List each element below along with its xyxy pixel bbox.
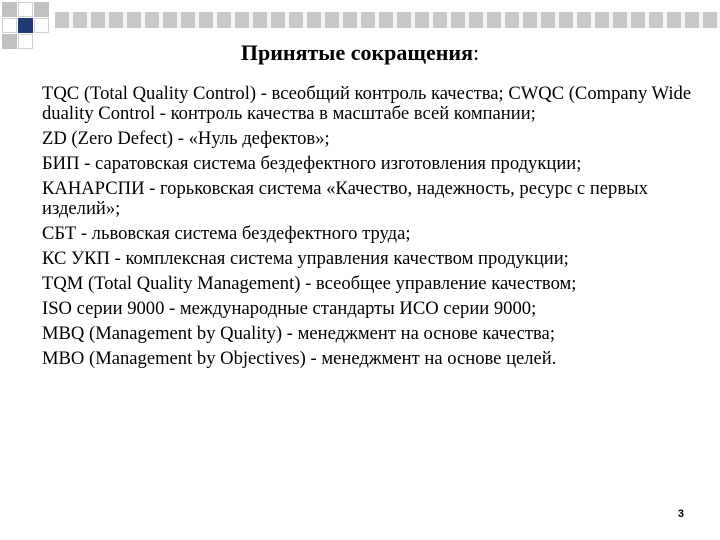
corner-square (18, 18, 33, 33)
list-item: ZD (Zero Defect) - «Нуль дефектов»; (42, 128, 330, 149)
corner-square (34, 2, 49, 17)
list-item: TQM (Total Quality Management) - всеобщее управление качеством; (42, 273, 577, 294)
list-item: MBQ (Management by Quality) - менеджмент на основе качества; (42, 323, 555, 344)
corner-square (2, 18, 17, 33)
list-item: ISO серии 9000 - международные стандарты ИСО серии 9000; (42, 298, 537, 319)
header-decorative-bar (55, 12, 720, 28)
slide-title (0, 40, 720, 66)
page-number: 3 (677, 508, 684, 520)
list-item: КАНАРСПИ - горьковская система «Качество, надежность, ресурс с первых изделий»; (42, 178, 648, 219)
corner-square (34, 18, 49, 33)
list-item: TQC (Total Quality Control) - всеобщий контроль качества; CWQC (Company Wide duality Control - контроль качества в масштабе всей компании; (42, 83, 692, 124)
abbreviation-list (42, 84, 702, 374)
corner-square (18, 2, 33, 17)
list-item: СБТ - львовская система бездефектного труда; (42, 223, 411, 244)
corner-square (2, 2, 17, 17)
list-item: MBO (Management by Objectives) - менеджмент на основе целей. (42, 348, 557, 369)
slide-title-text: Принятые сокращения (240, 40, 473, 65)
list-item: КС УКП - комплексная система управления качеством продукции; (42, 248, 569, 269)
list-item: БИП - саратовская система бездефектного изготовления продукции; (42, 153, 582, 174)
slide-title-colon: : (473, 40, 480, 65)
